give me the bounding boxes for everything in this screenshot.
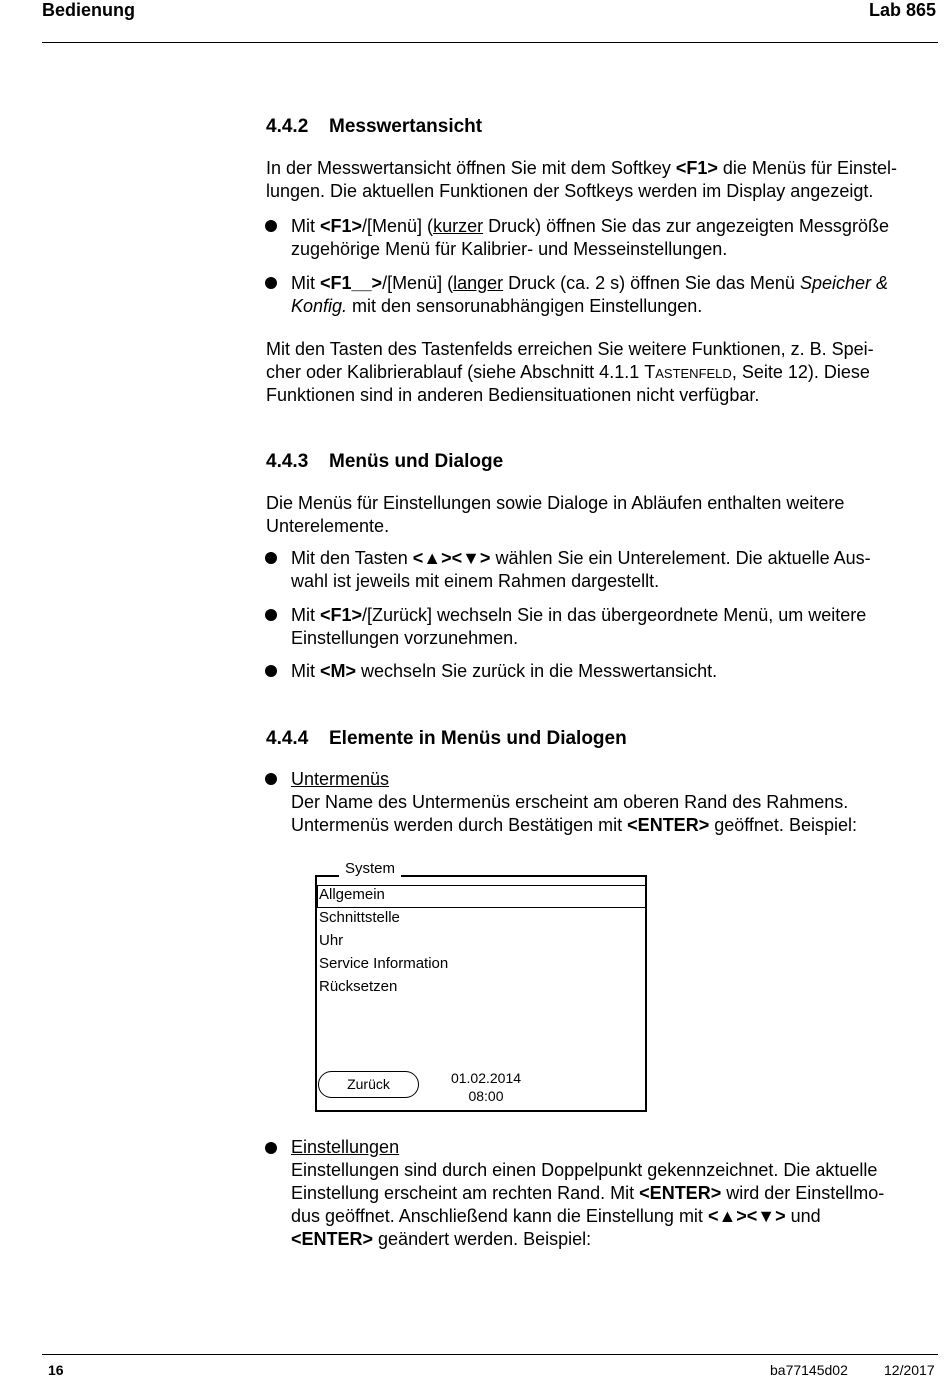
document-number: ba77145d02 bbox=[770, 1362, 848, 1378]
menu-item[interactable]: Rücksetzen bbox=[319, 978, 398, 995]
list-item-menu-long-press: Mit <F1__>/[Menü] (langer Druck (ca. 2 s) öffnen Sie das Menü Speicher & Konfig. mit den sensorunabhängigen Einstellungen. bbox=[291, 273, 889, 316]
list-item-select-subelement: Mit den Tasten <▲><▼> wählen Sie ein Unterelement. Die aktuelle Aus- wahl ist jeweils mit einem Rahmen dargestellt. bbox=[291, 548, 871, 591]
list-item-m-key: Mit <M> wechseln Sie zurück in die Messwertansicht. bbox=[291, 661, 718, 681]
display-date: 01.02.2014 bbox=[450, 1070, 522, 1086]
section-heading-4-4-2 bbox=[266, 116, 482, 138]
bullet-icon bbox=[265, 277, 277, 289]
header-rule bbox=[42, 42, 938, 43]
paragraph-tastenfeld: Mit den Tasten des Tastenfelds erreichen Sie weitere Funktionen, z. B. Spei- cher oder Kalibrierablauf (siehe Abschnitt 4.1.1 Tastenfeld, Seite 12). Diese Funktionen sind in anderen Bediensituationen nicht verfügbar. bbox=[266, 339, 874, 405]
menu-item[interactable]: Allgemein bbox=[319, 886, 385, 903]
list-item-untermenus: Untermenüs Der Name des Untermenüs erscheint am oberen Rand des Rahmens. Untermenüs werden durch Bestätigen mit <ENTER> geöffnet. Beispiel: bbox=[291, 769, 857, 835]
display-time: 08:00 bbox=[468, 1088, 504, 1104]
section-number: 4.4.4 bbox=[266, 728, 309, 749]
menu-item[interactable]: Schnittstelle bbox=[319, 909, 400, 926]
bullet-icon bbox=[265, 773, 277, 785]
list-item-menu-short-press: Mit <F1>/[Menü] (kurzer Druck) öffnen Sie das zur angezeigten Messgröße zugehörige Menü für Kalibrier- und Messeinstellungen. bbox=[291, 216, 889, 259]
document-date: 12/2017 bbox=[884, 1362, 935, 1378]
section-heading-4-4-4 bbox=[266, 728, 627, 750]
header-product-name: Lab 865 bbox=[868, 0, 936, 20]
section-number: 4.4.3 bbox=[266, 451, 309, 472]
paragraph-messwertansicht: In der Messwertansicht öffnen Sie mit dem Softkey <F1> die Menüs für Einstel- lungen. Die aktuellen Funktionen der Softkeys werden im Display angezeigt. bbox=[266, 158, 897, 201]
list-item-back: Mit <F1>/[Zurück] wechseln Sie in das übergeordnete Menü, um weitere Einstellungen vorzunehmen. bbox=[291, 605, 867, 648]
bullet-icon bbox=[265, 552, 277, 564]
paragraph-menus-dialogs: Die Menüs für Einstellungen sowie Dialoge in Abläufen enthalten weitere Unterelemente. bbox=[266, 493, 845, 536]
bullet-icon bbox=[265, 220, 277, 232]
section-title: Menüs und Dialoge bbox=[329, 451, 504, 472]
section-number: 4.4.2 bbox=[266, 116, 309, 137]
section-heading-4-4-3 bbox=[266, 451, 503, 473]
bullet-icon bbox=[265, 609, 277, 621]
section-title: Elemente in Menüs und Dialogen bbox=[329, 728, 627, 749]
display-menu-title: System bbox=[339, 860, 401, 877]
bullet-icon bbox=[265, 665, 277, 677]
back-softkey-button[interactable]: Zurück bbox=[318, 1071, 419, 1098]
menu-item[interactable]: Service Information bbox=[319, 955, 449, 972]
section-title: Messwertansicht bbox=[329, 116, 483, 137]
bullet-icon bbox=[265, 1142, 277, 1154]
list-item-einstellungen: Einstellungen Einstellungen sind durch einen Doppelpunkt gekennzeichnet. Die aktuelle Einstellung erscheint am rechten Rand. Mit <ENTER> wird der Einstellmo- dus geöffnet. Anschließend kann die Einstellung mit <▲><▼> und <ENTER> geändert werden. Beispiel: bbox=[291, 1137, 885, 1249]
page-number: 16 bbox=[48, 1362, 64, 1378]
footer-rule bbox=[42, 1354, 938, 1355]
menu-item[interactable]: Uhr bbox=[319, 932, 344, 949]
header-section-title: Bedienung bbox=[42, 0, 135, 20]
